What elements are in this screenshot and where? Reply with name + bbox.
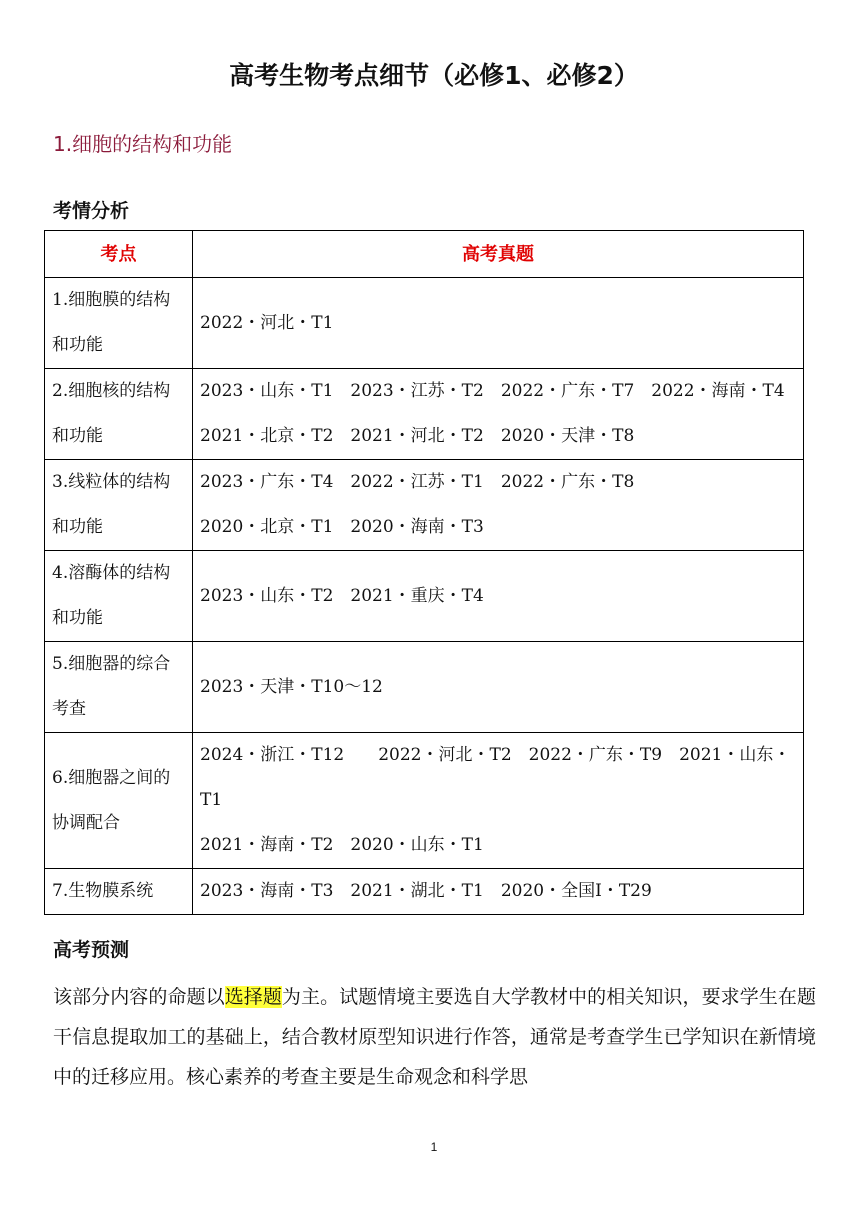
exam-questions — [193, 278, 804, 369]
exam-line: 2020・北京・T1 2020・海南・T3 — [200, 517, 484, 537]
exam-questions — [193, 642, 804, 733]
table-row — [45, 551, 804, 642]
prediction-text-before: 该部分内容的命题以 — [53, 986, 225, 1008]
exam-point: 7.生物膜系统 — [45, 869, 193, 915]
exam-questions — [193, 733, 804, 869]
exam-questions — [193, 869, 804, 915]
exam-point: 4.溶酶体的结构和功能 — [45, 551, 193, 642]
exam-line: 2023・山东・T2 2021・重庆・T4 — [200, 585, 484, 606]
highlighted-term: 选择题 — [224, 986, 282, 1008]
table-row — [45, 642, 804, 733]
prediction-heading: 高考预测 — [53, 939, 130, 961]
header-exams: 高考真题 — [193, 231, 804, 278]
exam-point: 5.细胞器的综合考查 — [45, 642, 193, 733]
exam-line: 2023・山东・T1 2023・江苏・T2 2022・广东・T7 2022・海南・T4 2021・北京・T2 2021・河北・T2 2020・天津・T8 — [200, 381, 802, 446]
exam-questions — [193, 551, 804, 642]
table-row — [45, 869, 804, 915]
section-title: 1.细胞的结构和功能 — [53, 132, 233, 156]
exam-line: 2023・海南・T3 2021・湖北・T1 2020・全国Ⅰ・T29 — [200, 881, 652, 901]
exam-line: 2023・天津・T10～12 — [200, 676, 383, 697]
analysis-heading: 考情分析 — [53, 200, 130, 222]
exam-point: 3.线粒体的结构和功能 — [45, 460, 193, 551]
exam-questions — [193, 369, 804, 460]
exam-point: 2.细胞核的结构和功能 — [45, 369, 193, 460]
exam-line: 2023・广东・T4 2022・江苏・T1 2022・广东・T8 — [200, 472, 635, 492]
page-number: 1 — [430, 1140, 438, 1154]
exam-point: 6.细胞器之间的协调配合 — [45, 733, 193, 869]
exam-questions — [193, 460, 804, 551]
prediction-text-after: 为主。试题情境主要选自大学教材中的相关知识，要求学生在题干信息提取加工的基础上，结合教材原型知识进行作答，通常是考查学生已学知识在新情境中的迁移应用。核心素养的考查主要是生命观念和科学思 — [53, 986, 816, 1088]
exam-table — [44, 230, 804, 915]
table-header-row — [45, 231, 804, 278]
table-row — [45, 278, 804, 369]
document-title: 高考生物考点细节（必修1、必修2） — [229, 61, 639, 90]
table-row — [45, 733, 804, 869]
exam-line: 2024・浙江・T12 2022・河北・T2 2022・广东・T9 2021・山东・T1 — [200, 745, 791, 810]
table-row — [45, 460, 804, 551]
exam-point: 1.细胞膜的结构和功能 — [45, 278, 193, 369]
exam-line: 2021・海南・T2 2020・山东・T1 — [200, 835, 484, 855]
header-point: 考点 — [45, 231, 193, 278]
table-row — [45, 369, 804, 460]
prediction-paragraph — [53, 977, 816, 1097]
exam-line: 2022・河北・T1 — [200, 312, 334, 333]
